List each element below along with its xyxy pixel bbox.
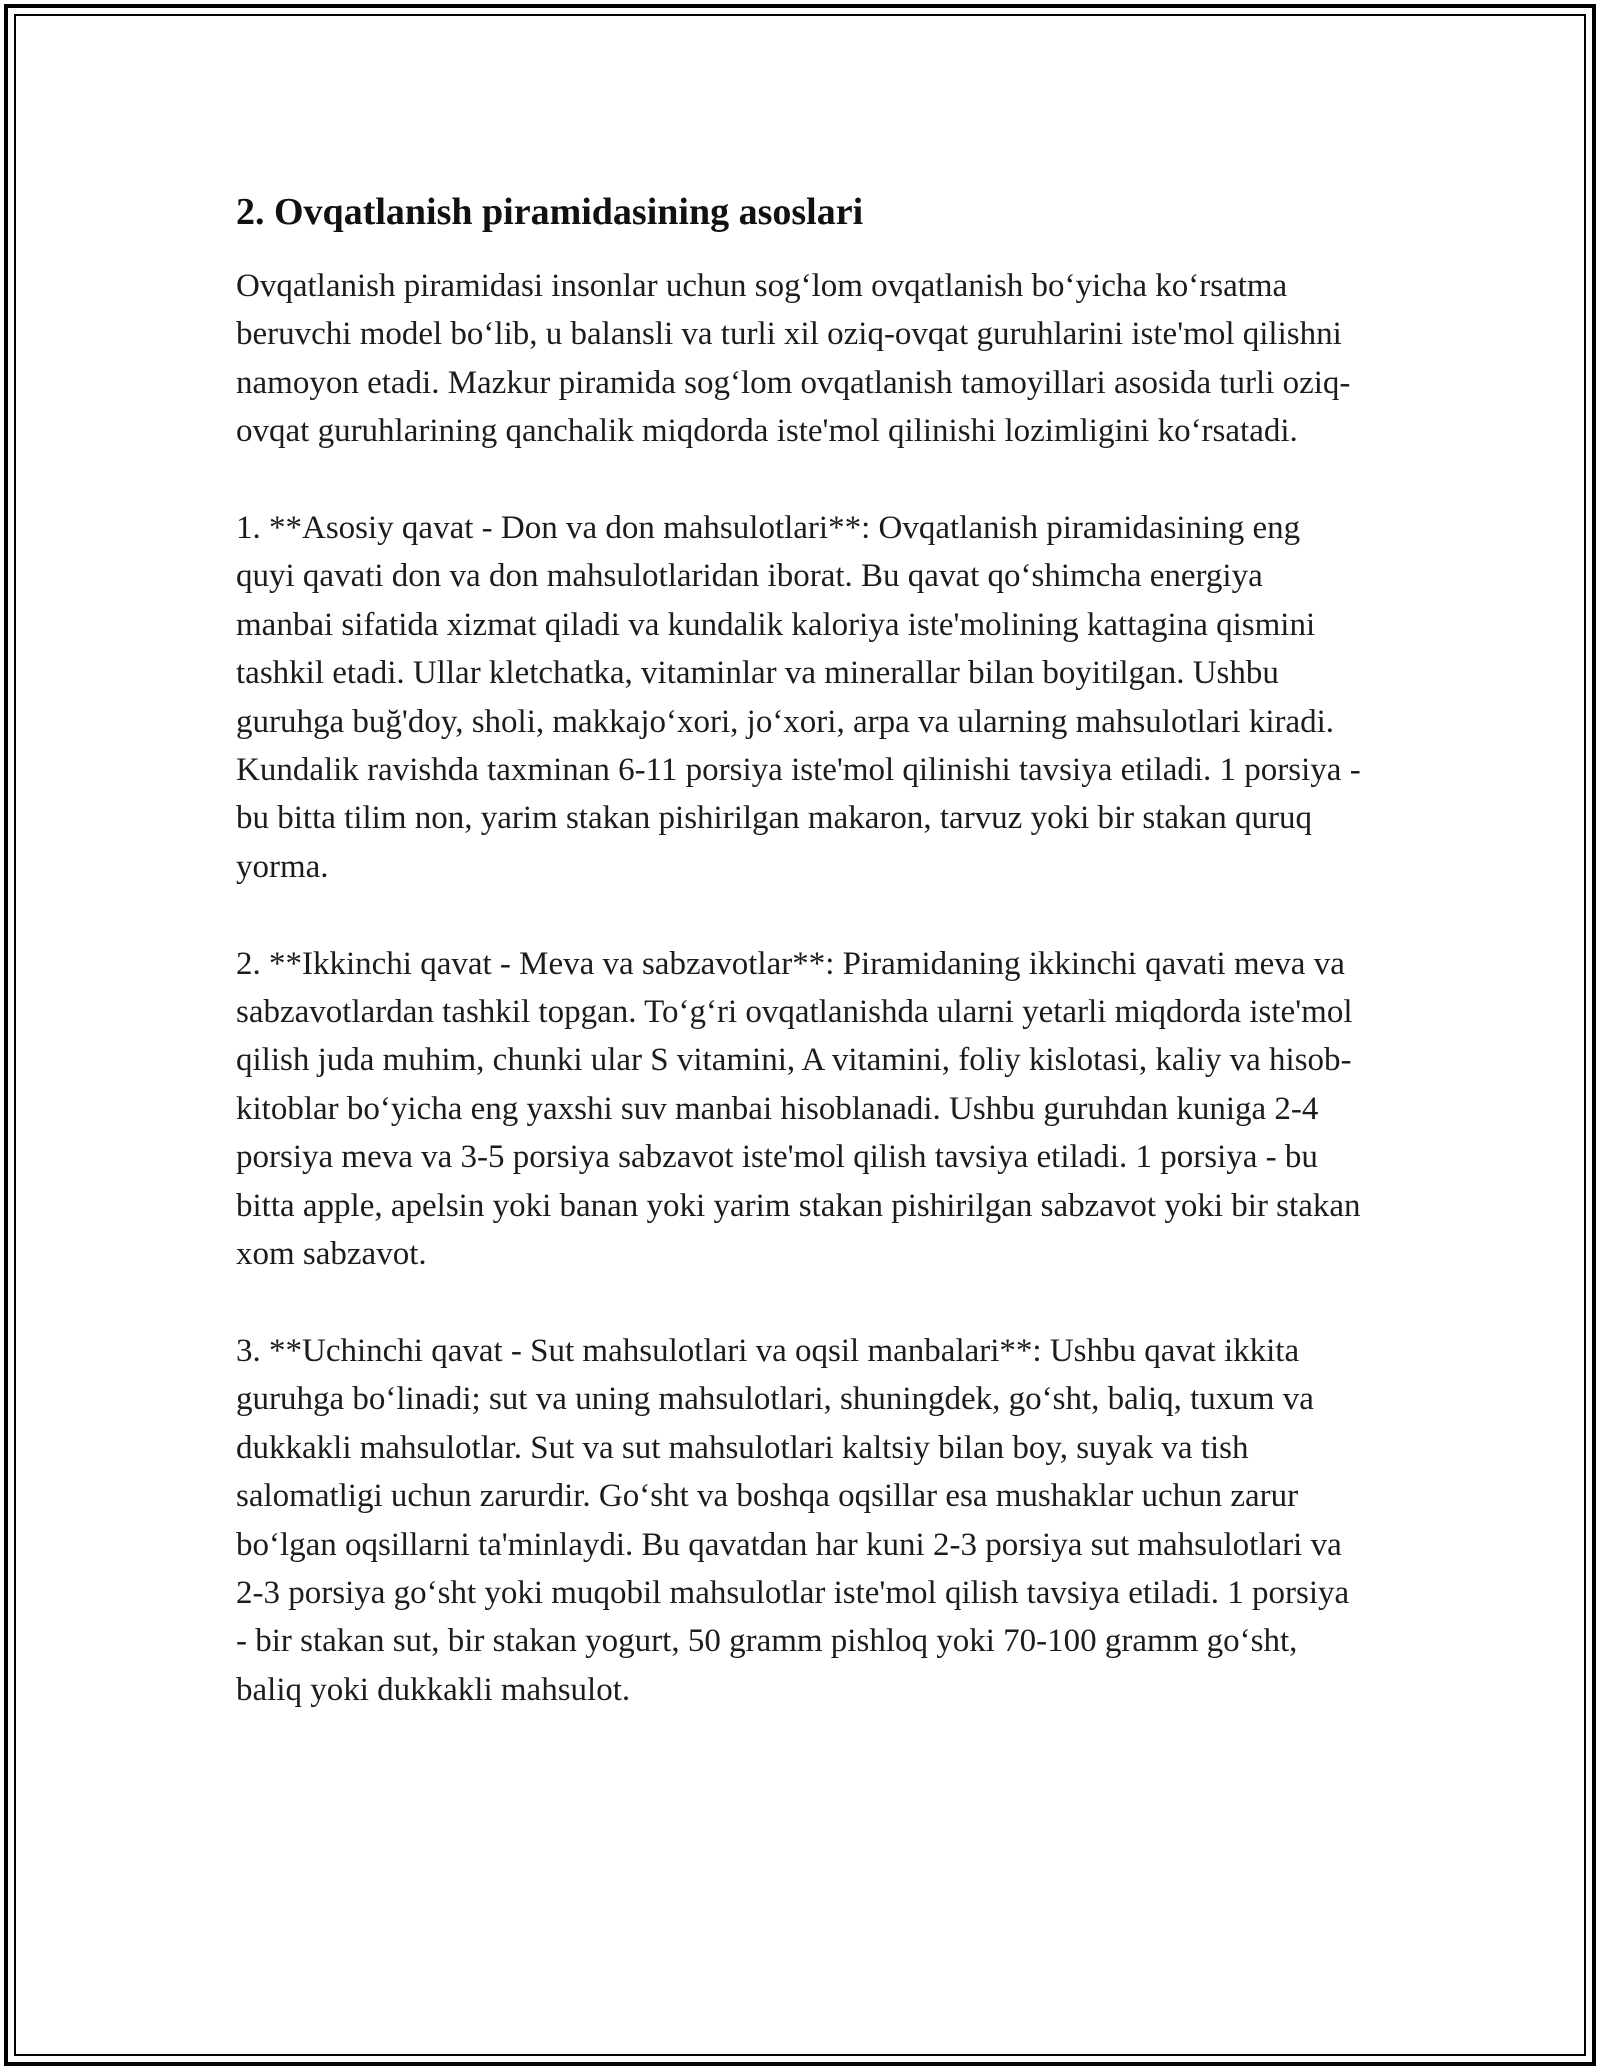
intro-paragraph: Ovqatlanish piramidasi insonlar uchun sog‘lom ovqatlanish bo‘yicha ko‘rsatma beruvchi model bo‘lib, u balansli va turli xil oziq-ovqat guruhlarini iste'mol qilishni namoyon etadi. Mazkur piramida sog‘lom ovqatlanish tamoyillari asosida turli oziq-ovqat guruhlarining qanchalik miqdorda iste'mol qilinishi lozimligini ko‘rsatadi. [236,268,1351,450]
document-body [236,188,1366,1714]
paragraph-grains: 1. **Asosiy qavat - Don va don mahsulotlari**: Ovqatlanish piramidasining eng quyi qavati don va don mahsulotlaridan iborat. Bu qavat qo‘shimcha energiya manbai sifatida xizmat qiladi va kundalik kaloriya iste'molining kattagina qismini tashkil etadi. Ullar kletchatka, vitaminlar va minerallar bilan boyitilgan. Ushbu guruhga buğ'doy, sholi, makkajo‘xori, jo‘xori, arpa va ularning mahsulotlari kiradi. Kundalik ravishda taxminan 6-11 porsiya iste'mol qilinishi tavsiya etiladi. 1 porsiya - bu bitta tilim non, yarim stakan pishirilgan makaron, tarvuz yoki bir stakan quruq yorma. [236,510,1361,885]
paragraph-fruits-vegetables: 2. **Ikkinchi qavat - Meva va sabzavotlar**: Piramidaning ikkinchi qavati meva va sabzavotlardan tashkil topgan. To‘g‘ri ovqatlanishda ularni yetarli miqdorda iste'mol qilish juda muhim, chunki ular S vitamini, A vitamini, foliy kislotasi, kaliy va hisob-kitoblar bo‘yicha eng yaxshi suv manbai hisoblanadi. Ushbu guruhdan kuniga 2-4 porsiya meva va 3-5 porsiya sabzavot iste'mol qilish tavsiya etiladi. 1 porsiya - bu bitta apple, apelsin yoki banan yoki yarim stakan pishirilgan sabzavot yoki bir stakan xom sabzavot. [236,945,1361,1273]
section-heading: 2. Ovqatlanish piramidasining asoslari [236,191,864,233]
paragraph-dairy-protein: 3. **Uchinchi qavat - Sut mahsulotlari va oqsil manbalari**: Ushbu qavat ikkita guruhga bo‘linadi; sut va uning mahsulotlari, shuningdek, go‘sht, baliq, tuxum va dukkakli mahsulotlar. Sut va sut mahsulotlari kaltsiy bilan boy, suyak va tish salomatligi uchun zarurdir. Go‘sht va boshqa oqsillar esa mushaklar uchun zarur bo‘lgan oqsillarni ta'minlaydi. Bu qavatdan har kuni 2-3 porsiya sut mahsulotlari va 2-3 porsiya go‘sht yoki muqobil mahsulotlar iste'mol qilish tavsiya etiladi. 1 porsiya - bir stakan sut, bir stakan yogurt, 50 gramm pishloq yoki 70-100 gramm go‘sht, baliq yoki dukkakli mahsulot. [236,1332,1350,1708]
